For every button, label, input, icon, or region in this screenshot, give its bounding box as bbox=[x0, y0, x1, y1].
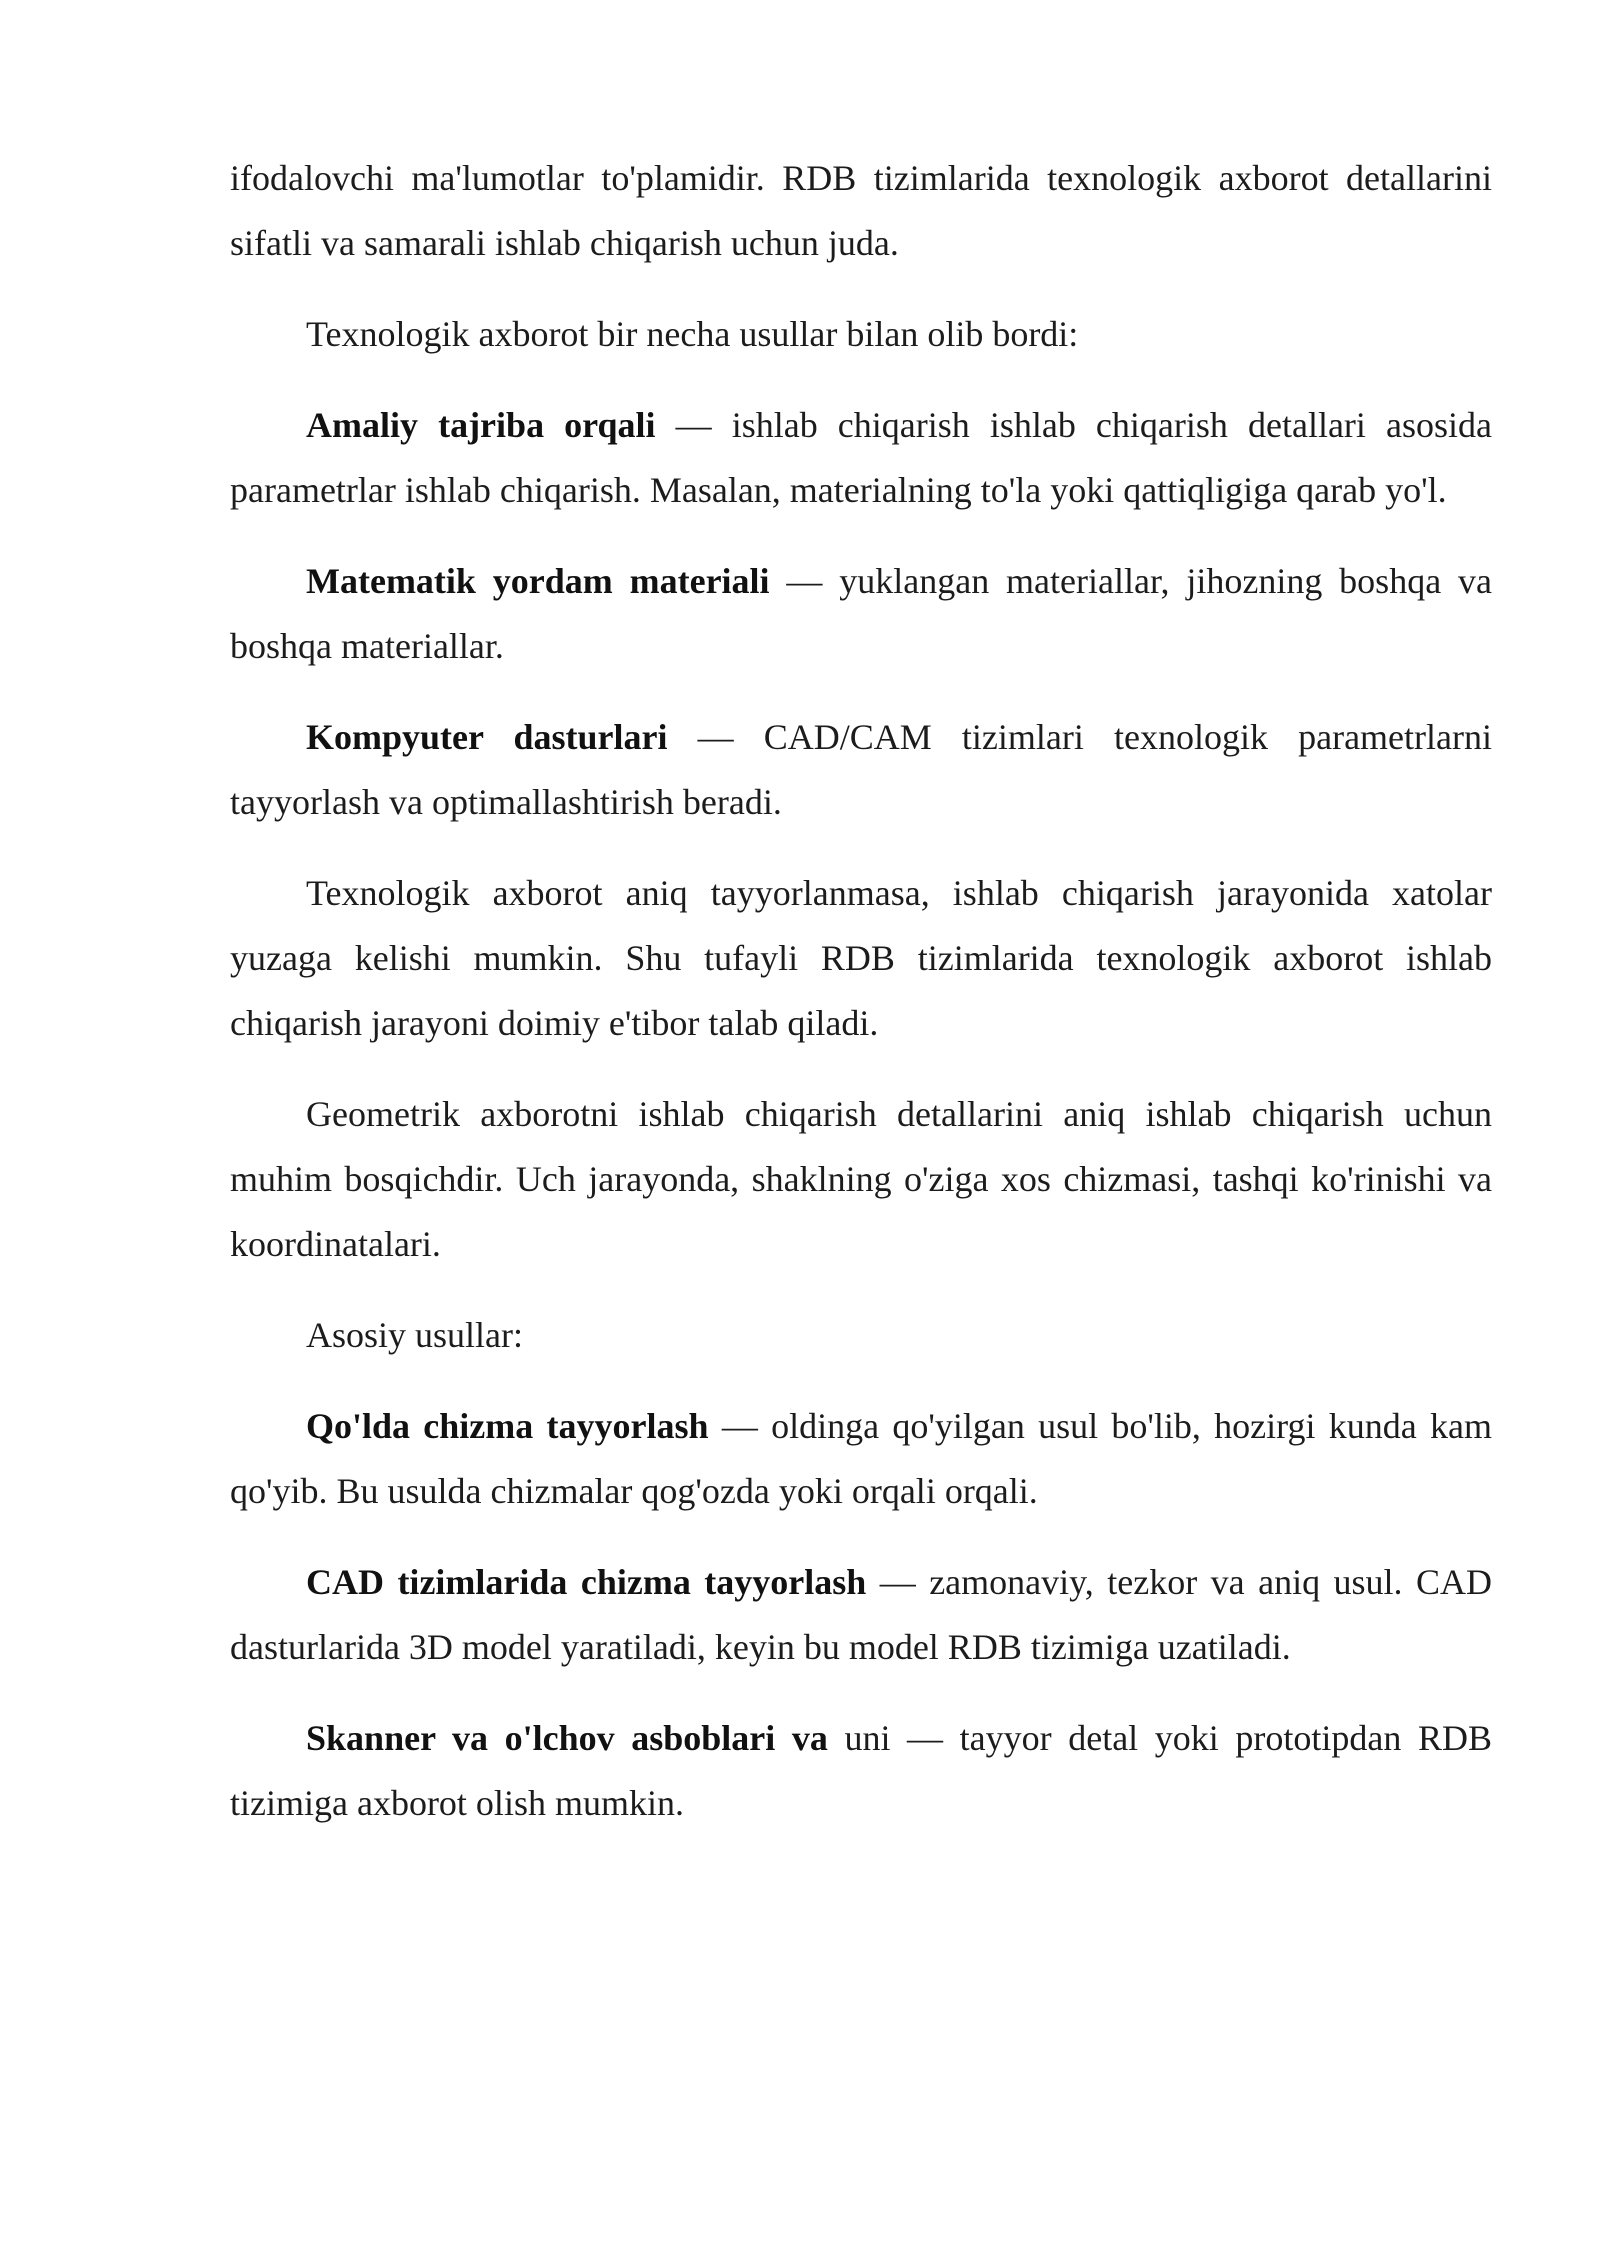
paragraph-11-text: uni — tayyor detal yoki prototipdan RDB tizimiga axborot olish mumkin. bbox=[230, 1718, 1492, 1823]
paragraph-4-lead: Matematik yordam materiali bbox=[306, 561, 770, 601]
paragraph-8-text: Asosiy usullar: bbox=[306, 1315, 524, 1355]
paragraph-3-lead: Amaliy tajriba orqali bbox=[306, 405, 656, 445]
paragraph-10-text: — zamonaviy, tezkor va aniq usul. CAD dasturlarida 3D model yaratiladi, keyin bu model RDB tizimiga uzatiladi. bbox=[230, 1562, 1492, 1667]
paragraph-9-lead: Qo'lda chizma tayyorlash bbox=[306, 1406, 709, 1446]
paragraph-1 bbox=[230, 146, 1492, 276]
paragraph-8 bbox=[230, 1303, 1492, 1368]
paragraph-10 bbox=[230, 1550, 1492, 1680]
paragraph-7-text: Geometrik axborotni ishlab chiqarish detallarini aniq ishlab chiqarish uchun muhim bosqichdir. Uch jarayonda, shaklning o'ziga xos chizmasi, tashqi ko'rinishi va koordinatalari. bbox=[230, 1094, 1492, 1264]
paragraph-5-text: — CAD/CAM tizimlari texnologik parametrlarni tayyorlash va optimallashtirish beradi. bbox=[230, 717, 1492, 822]
paragraph-1-text: ifodalovchi ma'lumotlar to'plamidir. RDB tizimlarida texnologik axborot detallarini sifatli va samarali ishlab chiqarish uchun juda. bbox=[230, 158, 1492, 263]
paragraph-11 bbox=[230, 1706, 1492, 1836]
paragraph-6 bbox=[230, 861, 1492, 1056]
paragraph-2-text: Texnologik axborot bir necha usullar bilan olib bordi: bbox=[306, 314, 1079, 354]
paragraph-3 bbox=[230, 393, 1492, 523]
paragraph-10-lead: CAD tizimlarida chizma tayyorlash bbox=[306, 1562, 867, 1602]
paragraph-6-text: Texnologik axborot aniq tayyorlanmasa, ishlab chiqarish jarayonida xatolar yuzaga kelishi mumkin. Shu tufayli RDB tizimlarida texnologik axborot ishlab chiqarish jarayoni doimiy e'tibor talab qiladi. bbox=[230, 873, 1492, 1043]
paragraph-11-lead: Skanner va o'lchov asboblari va bbox=[306, 1718, 828, 1758]
document-page bbox=[230, 146, 1492, 1862]
paragraph-2 bbox=[230, 302, 1492, 367]
paragraph-3-text: — ishlab chiqarish ishlab chiqarish detallari asosida parametrlar ishlab chiqarish. Masalan, materialning to'la yoki qattiqligiga qarab yo'l. bbox=[230, 405, 1492, 510]
paragraph-4 bbox=[230, 549, 1492, 679]
paragraph-9 bbox=[230, 1394, 1492, 1524]
paragraph-5-lead: Kompyuter dasturlari bbox=[306, 717, 668, 757]
paragraph-4-text: — yuklangan materiallar, jihozning boshqa va boshqa materiallar. bbox=[230, 561, 1492, 666]
paragraph-5 bbox=[230, 705, 1492, 835]
paragraph-9-text: — oldinga qo'yilgan usul bo'lib, hozirgi kunda kam qo'yib. Bu usulda chizmalar qog'ozda yoki orqali orqali. bbox=[230, 1406, 1493, 1511]
paragraph-7 bbox=[230, 1082, 1492, 1277]
